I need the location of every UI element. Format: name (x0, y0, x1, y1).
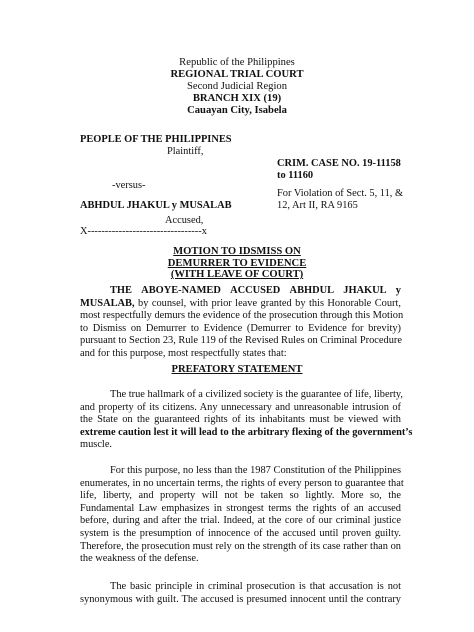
p2-line3: life, liberty, and property will not be taken so lightly. More so, the (80, 490, 401, 502)
motion-title-line3: (WITH LEAVE OF COURT) (170, 269, 304, 280)
header-court: REGIONAL TRIAL COURT (170, 69, 304, 80)
prefatory-paragraph-3 (80, 581, 401, 606)
p2-line8: the weakness of the defense. (80, 553, 199, 565)
motion-title-line1: MOTION TO IDSMISS ON (173, 246, 301, 257)
violation-line2: 12, Art II, RA 9165 (277, 200, 358, 211)
intro-line2-rest: by counsel, with prior leave granted by this Honorable Court, (134, 297, 401, 309)
plaintiff-role: Plaintiff, (167, 146, 204, 157)
p1-line5: muscle. (80, 439, 113, 451)
p3-line2: synonymous with guilt. The accused is presumed innocent until the contrary (80, 593, 401, 605)
intro-line4: to Dismiss on Demurrer to Evidence (Demurrer to Evidence for brevity) (80, 322, 401, 334)
caption-closing-line: X---------------------------------x (80, 226, 207, 237)
p2-line1: For this purpose, no less than the 1987 Constitution of the Philippines (110, 465, 401, 476)
intro-line1: THE ABOYE-NAMED ACCUSED ABHDUL JHAKUL y (110, 285, 401, 296)
p2-line7: Therefore, the prosecution must rely on the strength of its case rather than on (80, 540, 401, 552)
accused-surname-bold: MUSALAB, (80, 297, 135, 309)
p1-line2: and property of its citizens. Any unnecessary and unreasonable intrusion of (80, 401, 401, 413)
p2-line5: before, during and after the trial. Indeed, at the core of our criminal justice (80, 515, 401, 527)
p2-line4: Fundamental Law emphasizes in strongest terms the rights of an accused (80, 502, 401, 514)
intro-line3: most respectfully demurs the evidence of the prosecution through this Motion (80, 310, 404, 322)
accused-name: ABHDUL JHAKUL y MUSALAB (80, 200, 232, 211)
p1-line3: the State on the guaranteed rights of its inhabitants must be viewed with (80, 414, 401, 426)
header-city: Cauayan City, Isabela (187, 105, 287, 116)
violation-line1: For Violation of Sect. 5, 11, & (277, 188, 404, 199)
motion-title (0, 246, 474, 281)
versus-label: -versus- (112, 180, 146, 191)
prefatory-paragraph-2 (80, 465, 404, 566)
plaintiff-name: PEOPLE OF THE PHILIPPINES (80, 134, 232, 145)
header-republic: Republic of the Philippines (179, 57, 295, 68)
intro-line2 (80, 298, 401, 311)
case-number-line2: to 11160 (277, 170, 314, 181)
section-heading: PREFATORY STATEMENT (171, 364, 303, 375)
header-region: Second Judicial Region (186, 81, 288, 92)
prefatory-paragraph-1 (80, 389, 413, 452)
header-branch: BRANCH XIX (19) (192, 93, 282, 104)
intro-paragraph (80, 285, 404, 361)
p1-line4: extreme caution lest it will lead to the arbitrary flexing of the government’s (80, 426, 413, 438)
p1-line1: The true hallmark of a civilized society is the guarantee of life, liberty, (110, 389, 404, 400)
motion-title-line2: DEMURRER TO EVIDENCE (167, 257, 307, 269)
intro-line6: and for this purpose, most respectfully states that: (80, 347, 287, 359)
accused-role: Accused, (165, 215, 204, 226)
p2-line2: enumerates, in no uncertain terms, the rights of every person to guarantee that (80, 477, 404, 489)
intro-line5: pursuant to Section 23, Rule 119 of the Revised Rules on Criminal Procedure (80, 335, 402, 347)
p3-line1: The basic principle in criminal prosecution is that accusation is not (110, 581, 401, 592)
case-number-line1: CRIM. CASE NO. 19-11158 (277, 158, 401, 169)
p2-line6: system is the presumption of innocence of the accused until proven guilty. (80, 527, 401, 539)
